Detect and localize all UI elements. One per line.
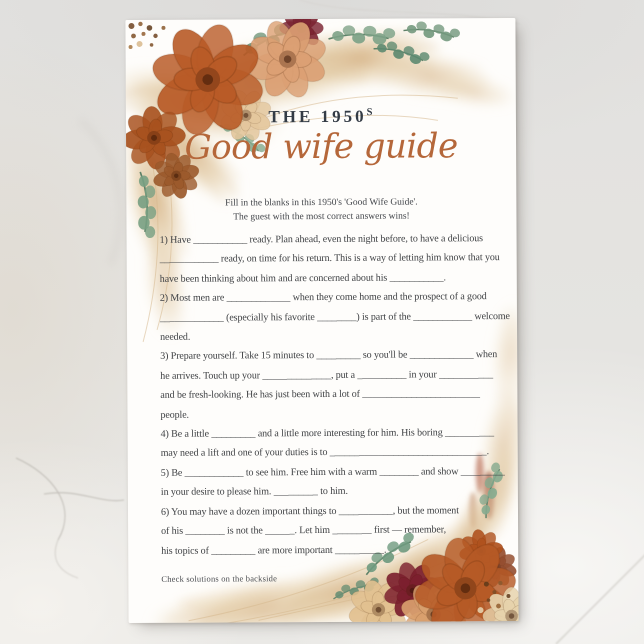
- guide-line: 3) Prepare yourself. Take 15 minutes to _________ so you'll be _____________ when: [160, 349, 498, 363]
- script-heading: Good wife guide: [184, 126, 458, 168]
- guide-item-4: [161, 423, 511, 464]
- guide-list: [160, 229, 512, 561]
- guide-item-2: [160, 287, 510, 347]
- guide-item-3: [160, 345, 510, 424]
- guide-line: and be fresh-looking. He has just been with a lot of ________________________: [160, 388, 480, 402]
- game-card: [125, 18, 518, 623]
- intro-line-2: The guest with the most correct answers wins!: [233, 211, 410, 223]
- guide-line: ____________ ready, on time for his return. This is a way of letting him know that you: [159, 252, 500, 266]
- card-title-text: THE 1950: [268, 106, 367, 127]
- guide-item-5: [161, 462, 511, 503]
- guide-line: in your desire to please him. _________ to him.: [160, 486, 348, 499]
- guide-line: 6) You may have a dozen important things to ___________, but the moment: [160, 504, 459, 518]
- guide-line: he arrives. Touch up your ______________, put a __________ in your ___________: [160, 368, 493, 382]
- guide-line: _____________ (especially his favorite ________) is part of the ____________ welcome: [159, 310, 510, 324]
- guide-line: 4) Be a little _________ and a little more interesting for him. His boring __________: [160, 427, 495, 440]
- guide-line: 1) Have ___________ ready. Plan ahead, even the night before, to have a delicious: [159, 233, 483, 246]
- guide-line: people.: [160, 409, 189, 421]
- guide-line: may need a lift and one of your duties is to ________________________________.: [160, 446, 490, 460]
- guide-line: 2) Most men are _____________ when they come home and the prospect of a good: [159, 291, 487, 305]
- intro-line-1: Fill in the blanks in this 1950's 'Good Wife Guide'.: [225, 197, 418, 209]
- card-footer: Check solutions on the backside: [161, 573, 278, 584]
- guide-item-6: [161, 501, 511, 561]
- title-superscript: S: [366, 107, 374, 119]
- guide-line: 5) Be ____________ to see him. Free him with a warm ________ and show _________: [160, 465, 505, 479]
- guide-line: needed.: [160, 331, 191, 343]
- guide-line: of his ________ is not the ______. Let him ________ first — remember,: [161, 524, 447, 537]
- card-title: [126, 106, 516, 128]
- card-content: [125, 18, 518, 623]
- guide-line: have been thinking about him and are concerned about his ___________.: [159, 272, 446, 285]
- guide-item-1: [160, 229, 510, 289]
- intro-text: [126, 195, 516, 225]
- guide-line: his topics of _________ are more important __________.: [161, 544, 387, 557]
